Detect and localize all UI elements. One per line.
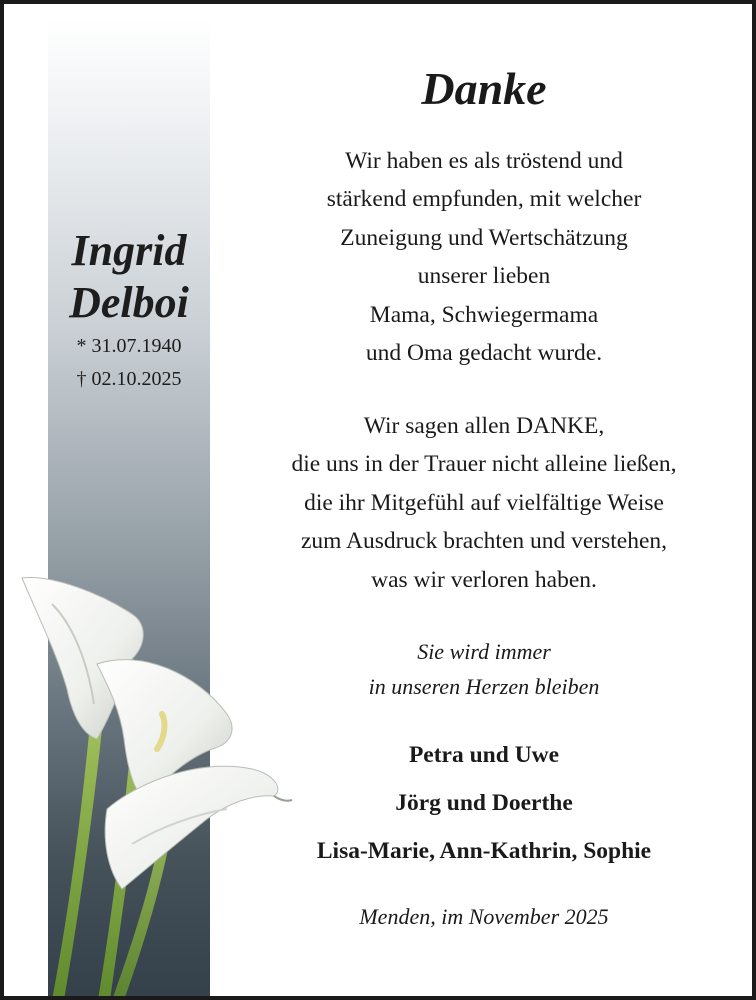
deceased-last-name: Delboi xyxy=(69,278,189,327)
text-line: Zuneigung und Wertschätzung xyxy=(340,224,628,251)
text-line: zum Ausdruck brachten und verstehen, xyxy=(300,528,668,555)
heading-danke: Danke xyxy=(421,63,547,114)
gratitude-paragraph xyxy=(224,142,744,372)
memorial-quote xyxy=(224,634,744,704)
text-line: was wir verloren haben. xyxy=(371,566,597,593)
text-line: Wir sagen allen DANKE, xyxy=(363,413,605,439)
deceased-first-name: Ingrid xyxy=(71,226,187,275)
quote-line: Sie wird immer xyxy=(417,639,551,664)
place-and-date: Menden, im November 2025 xyxy=(359,904,609,929)
signer-line: Petra und Uwe xyxy=(408,742,560,768)
signer-line: Lisa-Marie, Ann-Kathrin, Sophie xyxy=(316,838,652,864)
text-line: Mama, Schwiegermama xyxy=(369,301,599,328)
text-line: Wir haben es als tröstend und xyxy=(345,148,623,174)
text-line: und Oma gedacht wurde. xyxy=(365,340,603,367)
family-signatures xyxy=(224,731,744,875)
text-line: unserer lieben xyxy=(417,263,551,290)
death-date: † 02.10.2025 xyxy=(76,368,182,390)
quote-line: in unseren Herzen bleiben xyxy=(368,674,600,699)
text-line: stärkend empfunden, mit welcher xyxy=(326,186,642,213)
thanks-paragraph xyxy=(224,407,744,599)
text-line: die uns in der Trauer nicht alleine ließen, xyxy=(291,451,677,478)
signer-line: Jörg und Doerthe xyxy=(395,790,573,816)
birth-date: * 31.07.1940 xyxy=(76,335,182,357)
text-line: die ihr Mitgefühl auf vielfältige Weise xyxy=(304,489,664,516)
